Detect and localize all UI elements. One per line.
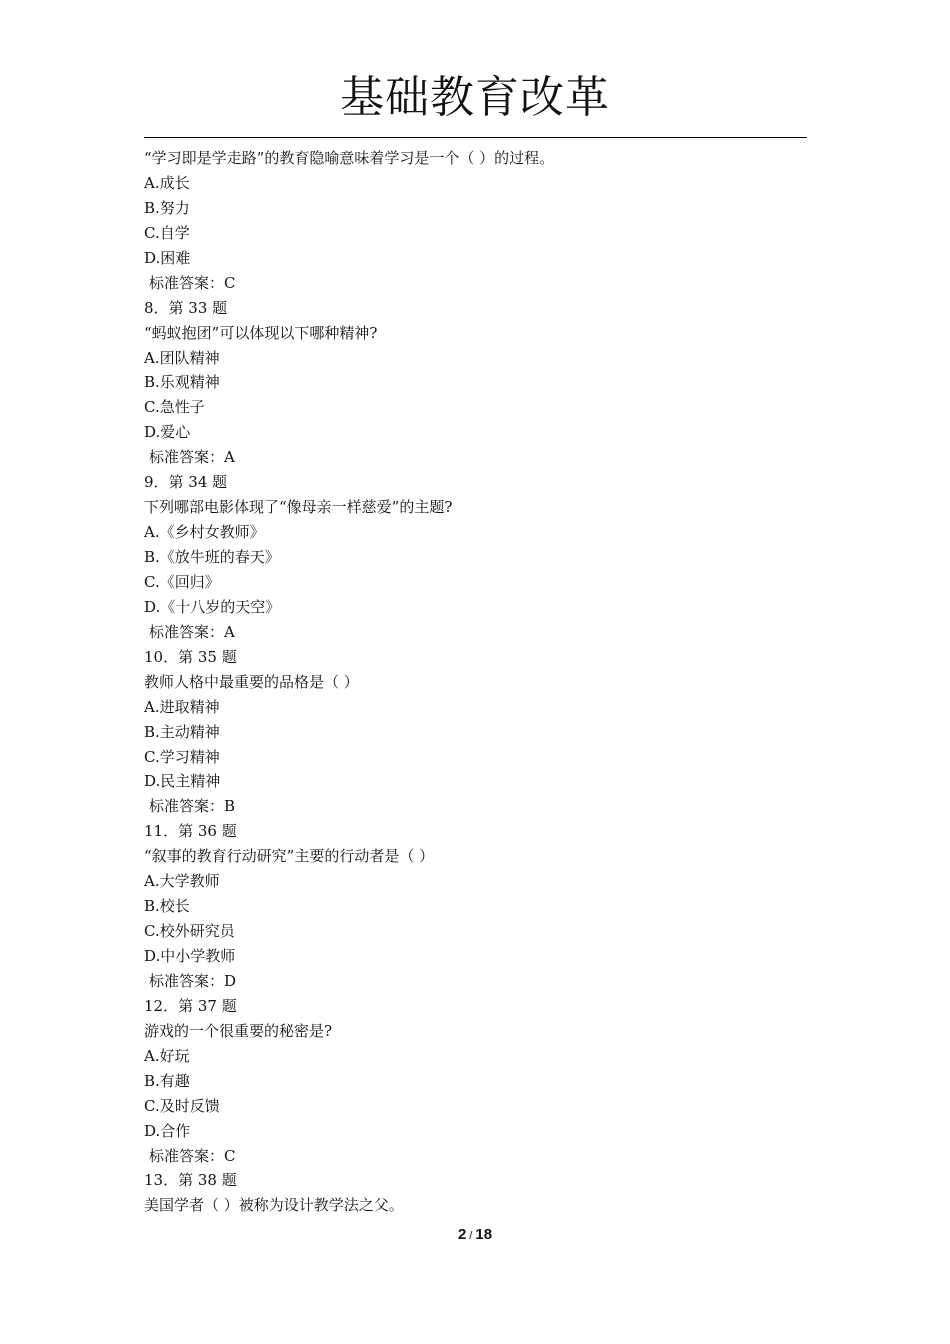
text-line: “蚂蚁抱团”可以体现以下哪种精神? bbox=[144, 323, 378, 342]
text-line: B.主动精神 bbox=[144, 722, 220, 741]
text-line: “叙事的教育行动研究”主要的行动者是（ ） bbox=[144, 847, 435, 866]
text-line: A.大学教师 bbox=[144, 872, 220, 891]
text-line: 12．第 37 题 bbox=[144, 996, 237, 1015]
text-line: 13．第 38 题 bbox=[144, 1171, 237, 1190]
page-separator: / bbox=[469, 1230, 473, 1242]
text-line: 游戏的一个很重要的秘密是? bbox=[144, 1021, 333, 1040]
text-line: A.团队精神 bbox=[144, 348, 220, 367]
answer-line: 标准答案：B bbox=[149, 797, 236, 816]
text-line: C.及时反馈 bbox=[144, 1096, 220, 1115]
current-page-number: 2 bbox=[457, 1226, 467, 1243]
text-line: 11．第 36 题 bbox=[144, 822, 237, 841]
text-line: C.急性子 bbox=[144, 398, 205, 417]
text-line: D.合作 bbox=[144, 1121, 191, 1140]
text-line: A.成长 bbox=[144, 173, 190, 192]
text-line: 8．第 33 题 bbox=[144, 298, 228, 317]
text-line: D.中小学教师 bbox=[144, 947, 236, 965]
text-line: 9．第 34 题 bbox=[144, 473, 228, 492]
text-line: B.努力 bbox=[144, 198, 190, 217]
page-title: 基础教育改革 bbox=[340, 72, 610, 123]
text-line: B.有趣 bbox=[144, 1071, 190, 1090]
document-body bbox=[144, 146, 807, 1218]
text-line: D.《十八岁的天空》 bbox=[144, 597, 281, 616]
text-line: C.自学 bbox=[144, 223, 190, 242]
text-line: C.校外研究员 bbox=[144, 922, 235, 941]
page-number bbox=[0, 1224, 950, 1247]
text-line: D.爱心 bbox=[144, 423, 191, 442]
title-divider bbox=[144, 137, 807, 138]
text-line: 美国学者（ ）被称为设计教学法之父。 bbox=[144, 1196, 404, 1215]
text-line: A.好玩 bbox=[144, 1046, 190, 1065]
answer-line: 标准答案：C bbox=[149, 1146, 236, 1165]
text-line: B.《放牛班的春天》 bbox=[144, 548, 280, 566]
text-line: 教师人格中最重要的品格是（ ） bbox=[144, 672, 359, 691]
answer-line: 标准答案：A bbox=[149, 622, 235, 641]
answer-line: 标准答案：D bbox=[149, 971, 237, 990]
text-line: D.困难 bbox=[144, 248, 191, 267]
text-line: A.进取精神 bbox=[144, 697, 220, 716]
text-line: 下列哪部电影体现了“像母亲一样慈爱”的主题? bbox=[144, 498, 453, 517]
text-line: C.学习精神 bbox=[144, 747, 220, 766]
text-line: A.《乡村女教师》 bbox=[144, 523, 265, 542]
total-page-count: 18 bbox=[475, 1226, 493, 1243]
answer-line: 标准答案：C bbox=[149, 273, 236, 292]
text-line: C.《回归》 bbox=[144, 572, 220, 591]
text-line: B.乐观精神 bbox=[144, 373, 220, 392]
text-line: B.校长 bbox=[144, 897, 190, 916]
text-line: D.民主精神 bbox=[144, 772, 221, 791]
answer-line: 标准答案：A bbox=[149, 448, 235, 467]
text-line: “学习即是学走路”的教育隐喻意味着学习是一个（ ）的过程。 bbox=[144, 149, 555, 167]
text-line: 10．第 35 题 bbox=[144, 647, 237, 666]
